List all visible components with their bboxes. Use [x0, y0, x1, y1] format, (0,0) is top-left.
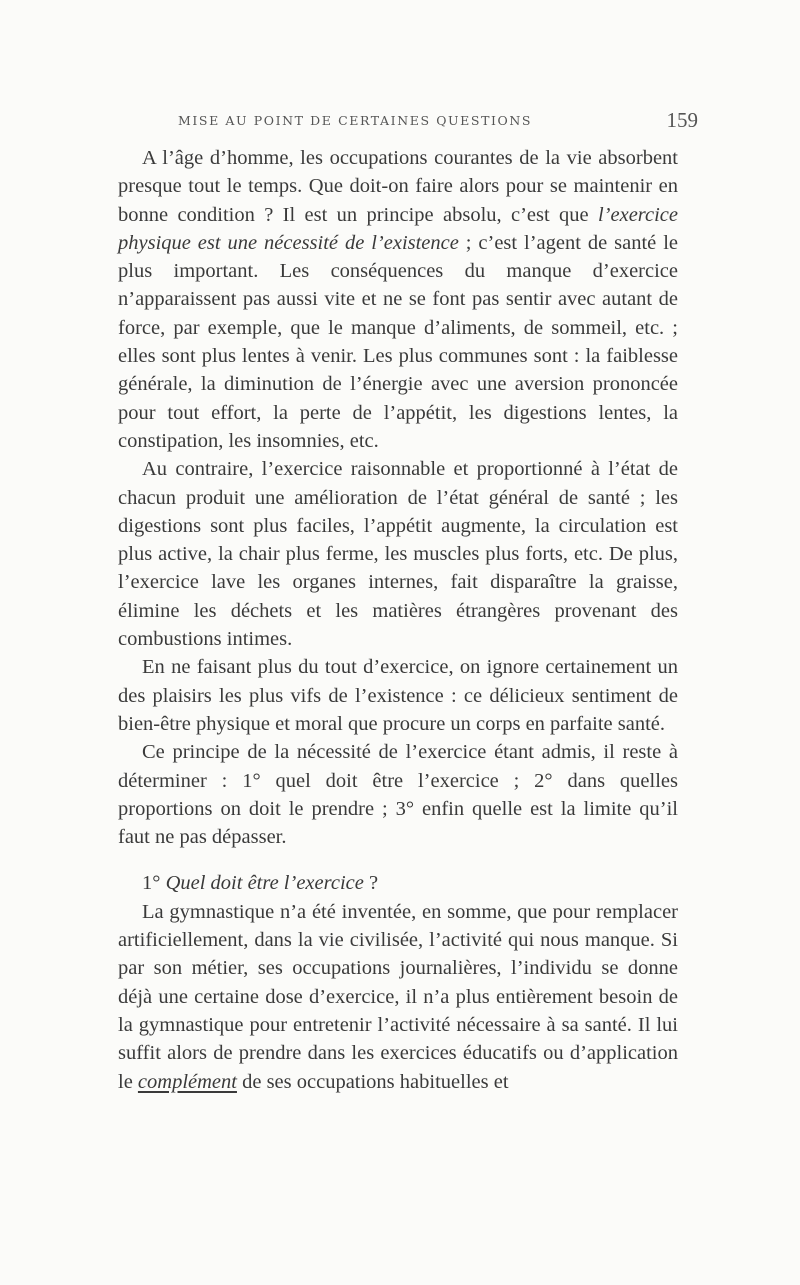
paragraph-4: Ce principe de la nécessité de l’exercice étant admis, il reste à déterminer : 1° quel doit être l’exercice ; 2° dans quelles proportions on doit le prendre ; 3° enfin quelle est la limite qu’il faut ne pas dépasser.: [118, 741, 678, 849]
emphasis-complement: complément: [137, 1070, 237, 1093]
paragraph-3: En ne faisant plus du tout d’exercice, on ignore certainement un des plaisirs les plus vifs de l’existence : ce délicieux sentiment de bien-être physique et moral que procure un corps en parfaite santé.: [118, 656, 678, 735]
body-text: [118, 144, 678, 1096]
paragraph-5-text-a: La gymnastique n’a été inventée, en somme, que pour remplacer artificiellement, dans la vie civilisée, l’activité qui nous manque. Si par son métier, ses occupations journalières, l’individu se donne déjà une certaine dose d’exercice, il n’a plus entièrement besoin de la gymnastique pour entretenir l’activité nécessaire à sa santé. Il lui suffit alors de prendre dans les exercices éducatifs ou d’application le: [118, 900, 678, 1093]
section-number: 1°: [142, 872, 166, 895]
emphasis-exercise-necessity: l’exercice physique est une nécessité de l’existence: [118, 203, 678, 254]
running-head: [118, 108, 698, 137]
paragraph-1-text-a: A l’âge d’homme, les occupations courantes de la vie absorbent presque tout le temps. Que doit-on faire alors pour se maintenir en bonne condition ? Il est un principe absolu, c’est que: [118, 147, 678, 226]
paragraph-5: [118, 898, 678, 1096]
section-spacer: [118, 851, 678, 869]
section-heading: [118, 869, 678, 897]
paragraph-2: Au contraire, l’exercice raisonnable et proportionné à l’état de chacun produit une amélioration de l’état général de santé ; les digestions sont plus faciles, l’appétit augmente, la circulation est plus active, la chair plus ferme, les muscles plus forts, etc. De plus, l’exercice lave les organes internes, fait disparaître la graisse, élimine les déchets et les matières étrangères provenant des combustions intimes.: [118, 458, 678, 651]
page-number: 159: [666, 108, 698, 132]
section-title: Quel doit être l’exercice: [165, 872, 364, 895]
section-title-suffix: ?: [363, 872, 379, 895]
paragraph-1: [118, 144, 678, 455]
paragraph-5-text-b: de ses occupations habituelles et: [236, 1070, 509, 1093]
paragraph-1-text-b: ; c’est l’agent de santé le plus important. Les conséquences du manque d’exercice n’apparaissent pas aussi vite et ne se font pas sentir avec autant de force, par exemple, que le manque d’aliments, de sommeil, etc. ; elles sont plus lentes à venir. Les plus communes sont : la faiblesse générale, la diminution de l’énergie avec une aversion prononcée pour tout effort, la perte de l’appétit, les digestions lentes, la constipation, les insomnies, etc.: [118, 231, 678, 452]
running-title: MISE AU POINT DE CERTAINES QUESTIONS: [178, 113, 533, 128]
